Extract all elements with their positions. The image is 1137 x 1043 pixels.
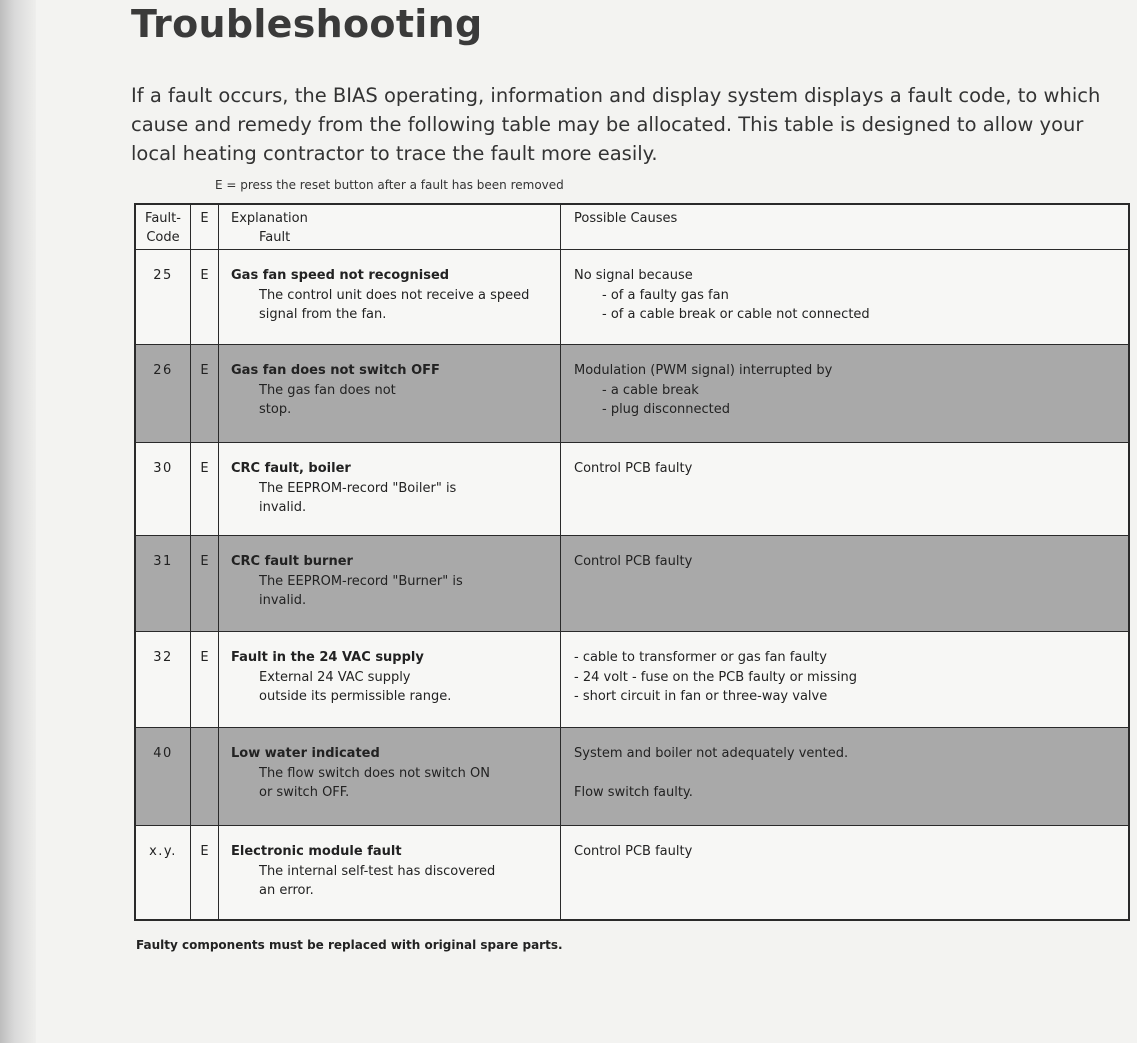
header-explanation (219, 205, 561, 249)
cause-line: Flow switch faulty. (574, 785, 693, 800)
fault-description-line: External 24 VAC supply (259, 669, 411, 685)
header-possible-causes: Possible Causes (574, 211, 678, 226)
fault-title: Electronic module fault (231, 844, 402, 859)
fault-description-line: The internal self-test has discovered (259, 863, 496, 879)
fault-title: Low water indicated (231, 746, 380, 761)
explanation-cell (219, 443, 561, 535)
cause-line: No signal because (574, 268, 693, 283)
fault-code-cell: x.y. (136, 826, 191, 919)
reset-flag-cell: E (191, 632, 219, 727)
cause-line: - of a faulty gas fan (602, 287, 729, 303)
cause-line: Control PCB faulty (574, 461, 693, 476)
fault-code-table (134, 203, 1130, 921)
page-binding-edge (0, 0, 36, 1043)
fault-description-line: signal from the fan. (259, 307, 387, 322)
cause-line: System and boiler not adequately vented. (574, 746, 849, 761)
fault-code-cell: 31 (136, 536, 191, 631)
explanation-cell (219, 632, 561, 727)
cause-line: - short circuit in fan or three-way valve (574, 689, 828, 704)
fault-description-line: or switch OFF. (259, 785, 350, 800)
header-fault-code-line2: Code (146, 230, 180, 245)
reset-flag-cell: E (191, 250, 219, 344)
reset-flag-cell (191, 728, 219, 825)
header-fault-code (136, 205, 191, 249)
fault-title: Gas fan speed not recognised (231, 268, 450, 283)
header-fault-code-line1: Fault- (145, 211, 181, 226)
reset-flag-cell: E (191, 826, 219, 919)
fault-title: CRC fault burner (231, 554, 353, 569)
header-e: E (191, 205, 219, 249)
legend-note: E = press the reset button after a fault has been removed (215, 178, 564, 192)
possible-causes-cell (561, 443, 1128, 535)
fault-description-line: The gas fan does not (259, 382, 396, 398)
reset-flag-cell: E (191, 443, 219, 535)
fault-title: Gas fan does not switch OFF (231, 363, 440, 378)
fault-description-line: The EEPROM-record "Boiler" is (259, 480, 457, 496)
fault-title: Fault in the 24 VAC supply (231, 650, 424, 665)
table-row (136, 442, 1128, 535)
explanation-cell (219, 250, 561, 344)
header-explanation-label: Explanation (231, 211, 308, 226)
explanation-cell (219, 536, 561, 631)
page-title: Troubleshooting (131, 2, 483, 46)
explanation-cell (219, 345, 561, 442)
fault-code-cell: 32 (136, 632, 191, 727)
cause-line: - plug disconnected (602, 402, 731, 417)
cause-line: - a cable break (602, 382, 699, 398)
possible-causes-cell (561, 826, 1128, 919)
fault-description-line: stop. (259, 402, 292, 417)
table-row (136, 535, 1128, 631)
explanation-cell (219, 826, 561, 919)
fault-code-cell: 26 (136, 345, 191, 442)
fault-code-cell: 40 (136, 728, 191, 825)
table-row (136, 249, 1128, 344)
fault-title: CRC fault, boiler (231, 461, 351, 476)
table-row (136, 727, 1128, 825)
cause-line: - 24 volt - fuse on the PCB faulty or missing (574, 669, 857, 685)
header-fault-label: Fault (259, 230, 291, 245)
reset-flag-cell: E (191, 345, 219, 442)
fault-description-line: The control unit does not receive a speed (259, 287, 530, 303)
table-row (136, 825, 1128, 919)
cause-line: - cable to transformer or gas fan faulty (574, 650, 827, 665)
fault-description-line: The EEPROM-record "Burner" is (259, 573, 463, 589)
possible-causes-cell (561, 250, 1128, 344)
fault-code-cell: 30 (136, 443, 191, 535)
cause-line (574, 764, 1118, 784)
possible-causes-cell (561, 728, 1128, 825)
fault-description-line: The flow switch does not switch ON (259, 765, 490, 781)
fault-description-line: invalid. (259, 593, 307, 608)
footnote: Faulty components must be replaced with original spare parts. (136, 938, 563, 952)
table-row (136, 631, 1128, 727)
fault-description-line: invalid. (259, 500, 307, 515)
cause-line: Control PCB faulty (574, 844, 693, 859)
intro-paragraph: If a fault occurs, the BIAS operating, information and display system displays a fault code, to which cause and remedy from the following table may be allocated. This table is designed to allow your local heating contractor to trace the fault more easily. (131, 84, 1101, 165)
explanation-cell (219, 728, 561, 825)
possible-causes-cell (561, 345, 1128, 442)
table-header-row (136, 205, 1128, 249)
reset-flag-cell: E (191, 536, 219, 631)
cause-line: - of a cable break or cable not connected (602, 307, 870, 322)
fault-code-cell: 25 (136, 250, 191, 344)
cause-line: Control PCB faulty (574, 554, 693, 569)
fault-description-line: an error. (259, 883, 314, 898)
cause-line: Modulation (PWM signal) interrupted by (574, 363, 833, 378)
fault-description-line: outside its permissible range. (259, 689, 452, 704)
possible-causes-cell (561, 536, 1128, 631)
table-row (136, 344, 1128, 442)
possible-causes-cell (561, 632, 1128, 727)
